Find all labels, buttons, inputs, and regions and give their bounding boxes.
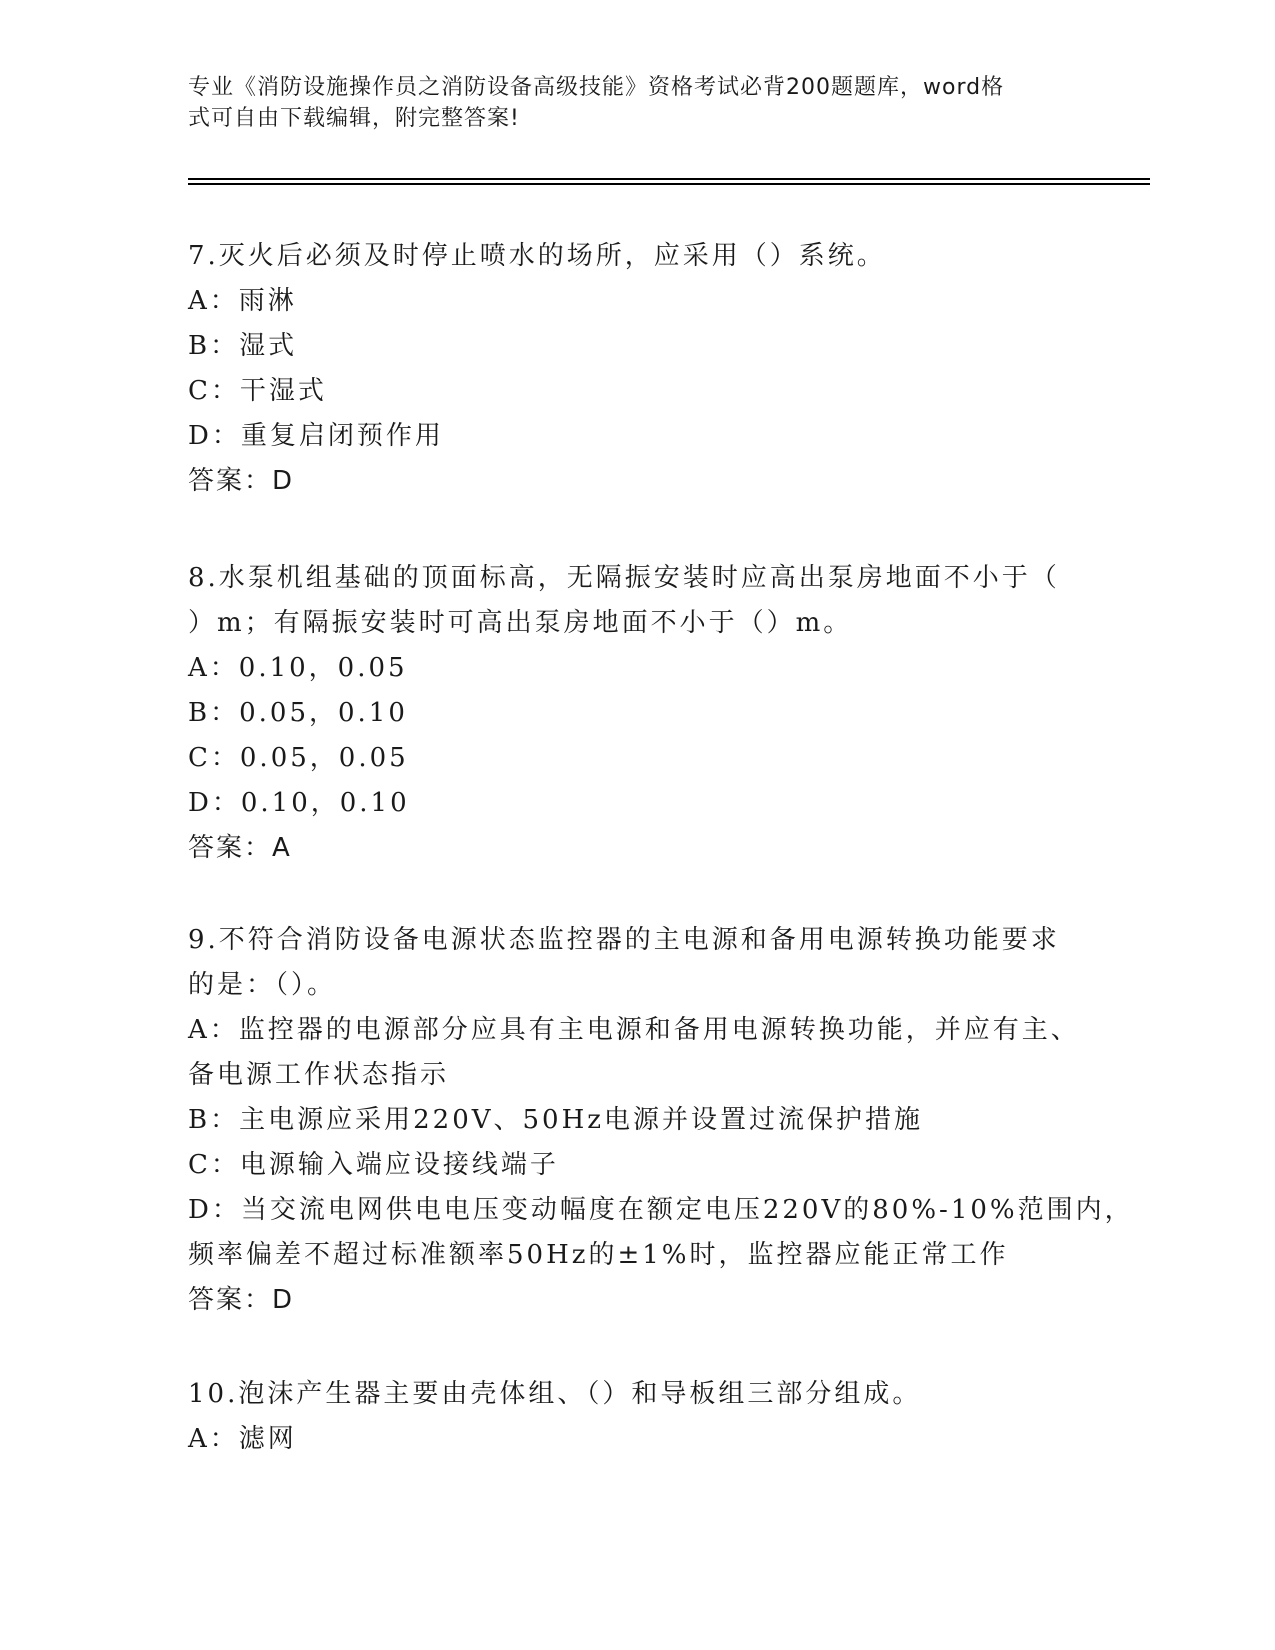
question-stem-continued: 的是：（）。 xyxy=(188,970,337,1000)
option-a: A：雨淋 xyxy=(188,286,297,316)
question-stem: 9.不符合消防设备电源状态监控器的主电源和备用电源转换功能要求 xyxy=(188,925,1060,955)
question-9 xyxy=(188,918,1134,1323)
option-b: B：主电源应采用220V、50Hz电源并设置过流保护措施 xyxy=(188,1105,923,1135)
header-line-2: 式可自由下载编辑，附完整答案! xyxy=(188,106,520,131)
answer: 答案：D xyxy=(188,1285,295,1315)
header-divider-top xyxy=(188,178,1150,180)
question-8 xyxy=(188,556,1068,871)
option-a-continued: 备电源工作状态指示 xyxy=(188,1060,450,1090)
option-b: B：湿式 xyxy=(188,331,298,361)
header-line-1: 专业《消防设施操作员之消防设备高级技能》资格考试必背200题题库，word格 xyxy=(188,75,1005,100)
option-a: A：监控器的电源部分应具有主电源和备用电源转换功能，并应有主、 xyxy=(188,1015,1080,1045)
question-stem: 7.灭火后必须及时停止喷水的场所，应采用（）系统。 xyxy=(188,241,886,271)
answer: 答案：A xyxy=(188,833,292,863)
question-10 xyxy=(188,1372,1068,1462)
option-d: D：0.10，0.10 xyxy=(188,788,410,818)
option-a: A：0.10，0.05 xyxy=(188,653,408,683)
question-stem-continued: ）m；有隔振安装时可高出泵房地面不小于（）m。 xyxy=(188,608,853,638)
answer: 答案：D xyxy=(188,466,295,496)
option-d: D：重复启闭预作用 xyxy=(188,421,444,451)
document-header xyxy=(188,72,1068,134)
option-d: D：当交流电网供电电压变动幅度在额定电压220V的80%-10%范围内， xyxy=(188,1195,1134,1225)
option-c: C：0.05，0.05 xyxy=(188,743,409,773)
question-7 xyxy=(188,234,1068,504)
header-divider-bottom xyxy=(188,183,1150,185)
question-stem: 10.泡沫产生器主要由壳体组、（）和导板组三部分组成。 xyxy=(188,1379,922,1409)
option-b: B：0.05，0.10 xyxy=(188,698,408,728)
question-stem: 8.水泵机组基础的顶面标高，无隔振安装时应高出泵房地面不小于（ xyxy=(188,563,1060,593)
option-d-continued: 频率偏差不超过标准额率50Hz的±1%时，监控器应能正常工作 xyxy=(188,1240,1009,1270)
option-c: C：电源输入端应设接线端子 xyxy=(188,1150,559,1180)
option-a: A：滤网 xyxy=(188,1424,297,1454)
option-c: C：干湿式 xyxy=(188,376,327,406)
